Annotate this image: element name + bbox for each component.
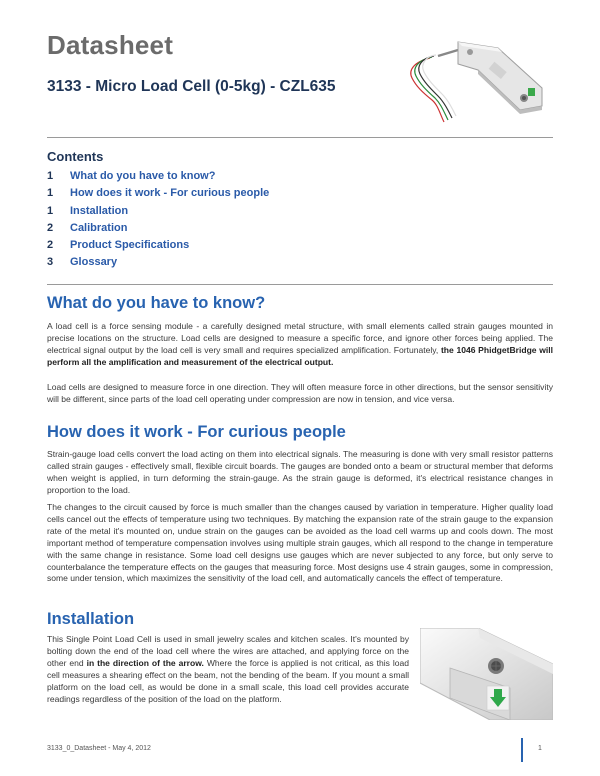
page-title: Datasheet [47, 30, 174, 60]
toc-item-product-specifications[interactable] [47, 237, 553, 254]
toc-label[interactable]: How does it work - For curious people [70, 187, 270, 200]
section-heading-installation: Installation [47, 610, 135, 628]
toc-item-glossary[interactable] [47, 254, 553, 271]
what-to-know-paragraph-1: A load cell is a force sensing module - a carefully designed metal structure, with small elements called strain gauges mounted in precise locations on the structure. Load cells are designed to measure a specific force, and ignore other forces being applied. The electrical signal output by the load cell is very small and requires specialized amplification. Fortunately, the 1046 PhidgetBridge will perform all the amplification and measurement of the electrical output. [47, 321, 553, 367]
product-subtitle: 3133 - Micro Load Cell (0-5kg) - CZL635 [47, 78, 336, 95]
toc-number: 1 [47, 187, 54, 200]
toc-label[interactable]: Glossary [70, 256, 118, 269]
how-it-works-paragraph-1: Strain-gauge load cells convert the load acting on them into electrical signals. The measuring is done with very small resistor patterns called strain gauges - effectively small, flexible circuit boards. The gauges are bonded onto a beam or structural member that deforms when weight is applied, in turn deforming the strain-gauge. As the strain gauge is deformed, it's electrical resistance changes in proportion to the load. [47, 449, 553, 495]
toc-label[interactable]: Installation [70, 204, 129, 217]
toc-item-how-it-works[interactable] [47, 185, 553, 202]
contents-title: Contents [47, 149, 104, 164]
toc-number: 2 [47, 239, 54, 252]
what-to-know-paragraph-2: Load cells are designed to measure force in one direction. They will often measure force in other directions, but the sensor sensitivity will be different, since parts of the load cell operating under compression are now in tension, and vice versa. [47, 382, 553, 404]
toc-number: 1 [47, 204, 54, 217]
footer-page-number: 1 [538, 745, 542, 752]
contents-divider [47, 284, 553, 285]
section-heading-what-to-know: What do you have to know? [47, 294, 266, 312]
load-cell-installation-image [420, 628, 553, 720]
installation-paragraph: This Single Point Load Cell is used in small jewelry scales and kitchen scales. It's mounted by bolting down the end of the load cell where the wires are attached, and applying force on the other end in the direction of the arrow. Where the force is applied is not critical, as this load cell measures a shearing effect on the beam, not the bending of the beam. If you mount a small platform on the load cell, as would be done in a small scale, this load cell provides accurate readings regardless of the position of the load on the platform. [47, 634, 409, 704]
toc-number: 2 [47, 221, 54, 234]
toc-label[interactable]: Calibration [70, 221, 128, 234]
toc-label[interactable]: Product Specifications [70, 239, 190, 252]
toc-label[interactable]: What do you have to know? [70, 170, 216, 182]
table-of-contents [47, 149, 553, 272]
toc-item-calibration[interactable] [47, 220, 553, 237]
section-heading-how-it-works: How does it work - For curious people [47, 423, 346, 441]
toc-number: 3 [47, 256, 54, 269]
toc-number: 1 [47, 170, 54, 182]
footer-divider [521, 738, 523, 762]
footer-document-id: 3133_0_Datasheet - May 4, 2012 [47, 745, 151, 752]
load-cell-image [392, 30, 552, 130]
toc-item-installation[interactable] [47, 203, 553, 220]
header-divider [47, 137, 553, 138]
toc-item-what-to-know[interactable] [47, 168, 553, 185]
how-it-works-paragraph-2: The changes to the circuit caused by force is much smaller than the changes caused by variation in temperature. Higher quality load cells cancel out the effects of temperature using two techniques. By matching the expansion rate of the strain gauge to the expansion rate of the metal it's mounted on, undue strain on the gauges can be avoided as the load cell warms up and cools down. The most important method of temperature compensation involves using multiple strain gauges, which all respond to the change in temperature with the same change in resistance. Some load cell designs use gauges which are never subjected to any force, but only serve to counterbalance the temperature effects on the gauges that measuring force. Most designs use 4 strain gauges, some in compression, some under tension, which maximizes the sensitivity of the load cell, and automatically cancels the effect of temperature. [47, 502, 553, 584]
